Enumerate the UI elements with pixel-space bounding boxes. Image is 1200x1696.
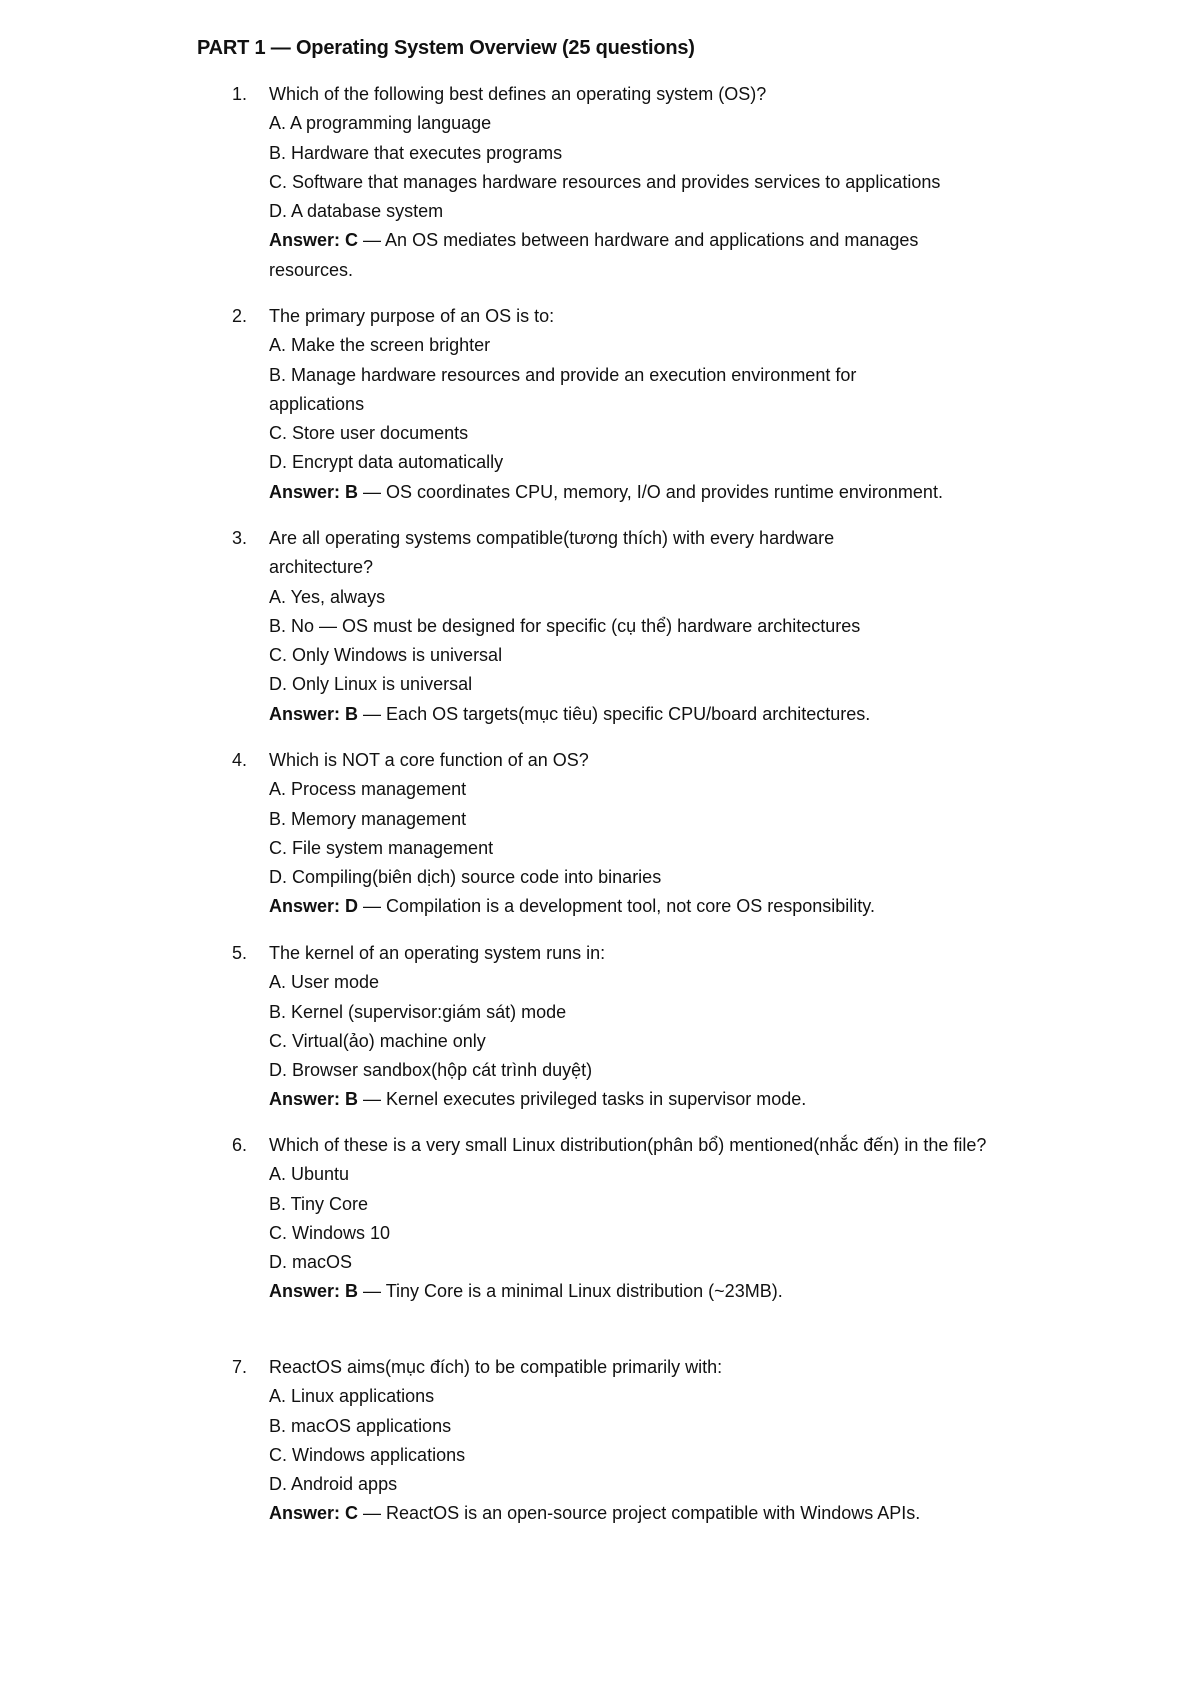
option-a: A. Yes, always bbox=[269, 586, 386, 607]
option-b: B. Hardware that executes programs bbox=[269, 142, 563, 163]
question-1 bbox=[232, 80, 1032, 285]
answer-line bbox=[269, 1277, 1032, 1306]
question-text: ReactOS aims(mục đích) to be compatible primarily with: bbox=[269, 1357, 723, 1377]
answer-letter: B bbox=[345, 1281, 359, 1302]
answer-explanation: — Each OS targets(mục tiêu) specific CPU/board architectures. bbox=[363, 703, 871, 724]
question-number: 2. bbox=[232, 306, 248, 326]
question-text: Are all operating systems compatible(tương thích) with every hardware architecture? bbox=[269, 528, 835, 578]
option-c: C. Software that manages hardware resources and provides services to applications bbox=[269, 171, 941, 192]
answer-label: Answer: bbox=[269, 230, 341, 251]
option-d: D. Compiling(biên dịch) source code into binaries bbox=[269, 867, 662, 888]
answer-line bbox=[269, 892, 1032, 921]
question-5 bbox=[232, 939, 1032, 1115]
question-number: 7. bbox=[232, 1357, 248, 1377]
question-3 bbox=[232, 524, 1032, 729]
question-2 bbox=[232, 302, 1032, 507]
option-b: B. Manage hardware resources and provide an execution environment for applications bbox=[269, 364, 857, 414]
answer-label: Answer: bbox=[269, 481, 341, 502]
option-d: D. Android apps bbox=[269, 1474, 398, 1495]
question-text: The kernel of an operating system runs in: bbox=[269, 943, 606, 963]
page-title: PART 1 — Operating System Overview (25 questions) bbox=[197, 37, 695, 59]
option-a: A. Linux applications bbox=[269, 1386, 435, 1407]
question-number: 1. bbox=[232, 84, 248, 104]
answer-label: Answer: bbox=[269, 703, 341, 724]
answer-letter: D bbox=[345, 896, 359, 917]
answer-label: Answer: bbox=[269, 896, 341, 917]
answer-letter: C bbox=[345, 230, 359, 251]
answer-explanation: — Compilation is a development tool, not core OS responsibility. bbox=[363, 896, 875, 917]
option-b: B. Memory management bbox=[269, 808, 467, 829]
answer-label: Answer: bbox=[269, 1281, 341, 1302]
question-6 bbox=[232, 1131, 1032, 1307]
question-text: Which of the following best defines an operating system (OS)? bbox=[269, 84, 767, 104]
answer-line bbox=[269, 478, 1032, 507]
question-text: The primary purpose of an OS is to: bbox=[269, 306, 555, 326]
option-b: B. Kernel (supervisor:giám sát) mode bbox=[269, 1001, 567, 1022]
option-a: A. Process management bbox=[269, 779, 467, 800]
answer-letter: C bbox=[345, 1503, 359, 1524]
answer-letter: B bbox=[345, 1089, 359, 1110]
answer-line bbox=[269, 1085, 1032, 1114]
question-text: Which is NOT a core function of an OS? bbox=[269, 750, 589, 770]
answer-letter: B bbox=[345, 481, 359, 502]
option-d: D. macOS bbox=[269, 1252, 353, 1273]
question-number: 5. bbox=[232, 943, 248, 963]
answer-explanation: — Tiny Core is a minimal Linux distribution (~23MB). bbox=[363, 1281, 783, 1302]
option-a: A. User mode bbox=[269, 972, 380, 993]
option-c: C. Windows 10 bbox=[269, 1222, 391, 1243]
option-b: B. No — OS must be designed for specific (cụ thể) hardware architectures bbox=[269, 615, 861, 636]
option-c: C. Virtual(ảo) machine only bbox=[269, 1030, 486, 1051]
answer-explanation: — ReactOS is an open-source project compatible with Windows APIs. bbox=[363, 1503, 921, 1524]
option-d: D. A database system bbox=[269, 201, 444, 222]
answer-explanation: — OS coordinates CPU, memory, I/O and provides runtime environment. bbox=[363, 481, 943, 502]
answer-explanation: — Kernel executes privileged tasks in supervisor mode. bbox=[363, 1089, 807, 1110]
option-d: D. Only Linux is universal bbox=[269, 674, 473, 695]
option-a: A. A programming language bbox=[269, 113, 492, 134]
answer-explanation: — An OS mediates between hardware and applications and manages resources. bbox=[269, 230, 919, 280]
question-number: 3. bbox=[232, 528, 248, 548]
question-text: Which of these is a very small Linux distribution(phân bổ) mentioned(nhắc đến) in the file? bbox=[269, 1135, 987, 1155]
answer-line bbox=[269, 1499, 1032, 1528]
option-b: B. macOS applications bbox=[269, 1415, 452, 1436]
option-a: A. Ubuntu bbox=[269, 1164, 350, 1185]
option-b: B. Tiny Core bbox=[269, 1193, 369, 1214]
answer-label: Answer: bbox=[269, 1503, 341, 1524]
answer-line bbox=[269, 700, 1032, 729]
option-c: C. File system management bbox=[269, 837, 494, 858]
option-c: C. Windows applications bbox=[269, 1444, 466, 1465]
option-a: A. Make the screen brighter bbox=[269, 335, 491, 356]
answer-letter: B bbox=[345, 703, 359, 724]
option-d: D. Browser sandbox(hộp cát trình duyệt) bbox=[269, 1060, 593, 1081]
answer-label: Answer: bbox=[269, 1089, 341, 1110]
option-c: C. Only Windows is universal bbox=[269, 645, 503, 666]
answer-line bbox=[269, 226, 989, 285]
question-7 bbox=[232, 1353, 1032, 1529]
question-4 bbox=[232, 746, 1032, 922]
option-d: D. Encrypt data automatically bbox=[269, 452, 504, 473]
question-number: 4. bbox=[232, 750, 248, 770]
option-c: C. Store user documents bbox=[269, 423, 469, 444]
question-number: 6. bbox=[232, 1135, 248, 1155]
